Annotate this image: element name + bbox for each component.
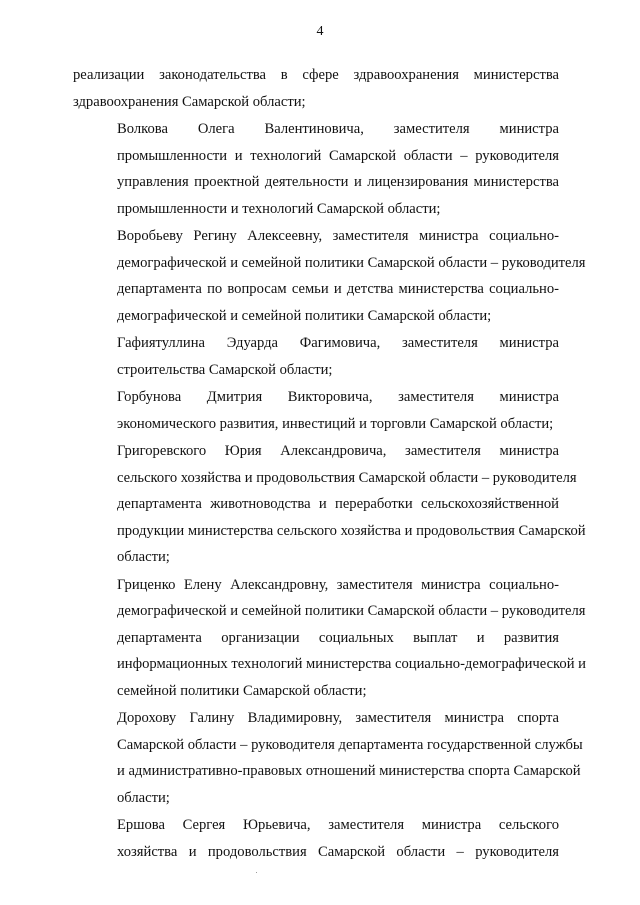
text-line: управления проектной деятельности и лицензирования министерства xyxy=(117,174,559,190)
text-line: демографической и семейной политики Самарской области – руководителя xyxy=(117,603,586,619)
text-line: сельского хозяйства и продовольствия Самарской области – руководителя xyxy=(117,469,577,486)
scan-speck xyxy=(256,872,257,873)
paragraph xyxy=(73,223,586,329)
text-line: демографической и семейной политики Самарской области; xyxy=(117,307,492,324)
text-line: реализации законодательства в сфере здравоохранения министерства xyxy=(73,67,559,83)
text-line: информационных технологий министерства социально-демографической и xyxy=(117,656,586,672)
text-line: демографической и семейной политики Самарской области – руководителя xyxy=(117,254,586,271)
text-line: Гафиятуллина Эдуарда Фагимовича, заместителя министра xyxy=(117,335,559,351)
text-line: промышленности и технологий Самарской области – руководителя xyxy=(117,147,559,164)
text-line: Ершова Сергея Юрьевича, заместителя министра сельского xyxy=(117,817,559,833)
text-line: хозяйства и продовольствия Самарской области – руководителя xyxy=(117,843,559,860)
text-line: здравоохранения Самарской области; xyxy=(73,93,306,110)
text-line: продукции министерства сельского хозяйства и продовольствия Самарской xyxy=(117,522,586,539)
text-line: Горбунова Дмитрия Викторовича, заместителя министра xyxy=(117,389,559,405)
text-line: Самарской области – руководителя департамента государственной службы xyxy=(117,736,583,753)
paragraph xyxy=(73,812,559,865)
paragraph xyxy=(73,62,559,115)
paragraph xyxy=(73,572,586,705)
text-line: департамента организации социальных выплат и развития xyxy=(117,629,559,646)
text-line: строительства Самарской области; xyxy=(117,361,333,378)
text-line: и административно-правовых отношений министерства спорта Самарской xyxy=(117,763,581,779)
text-line: департамента животноводства и переработки сельскохозяйственной xyxy=(117,496,559,512)
paragraph xyxy=(73,384,559,437)
paragraph xyxy=(73,116,559,222)
text-line: промышленности и технологий Самарской области; xyxy=(117,200,441,217)
paragraph xyxy=(73,438,586,571)
text-line: департамента по вопросам семьи и детства министерства социально- xyxy=(117,281,559,297)
text-line: области; xyxy=(117,789,170,806)
text-line: Воробьеву Регину Алексеевну, заместителя министра социально- xyxy=(117,228,559,244)
document-body xyxy=(73,62,586,865)
text-line: Дорохову Галину Владимировну, заместителя министра спорта xyxy=(117,710,559,726)
paragraph xyxy=(73,330,559,383)
text-line: Гриценко Елену Александровну, заместителя министра социально- xyxy=(117,576,559,593)
text-line: Григоревского Юрия Александровича, заместителя министра xyxy=(117,443,559,459)
paragraph xyxy=(73,705,583,811)
text-line: области; xyxy=(117,549,170,565)
text-line: экономического развития, инвестиций и торговли Самарской области; xyxy=(117,415,554,432)
page-number: 4 xyxy=(316,24,324,39)
text-line: семейной политики Самарской области; xyxy=(117,682,367,699)
text-line: Волкова Олега Валентиновича, заместителя министра xyxy=(117,121,559,137)
